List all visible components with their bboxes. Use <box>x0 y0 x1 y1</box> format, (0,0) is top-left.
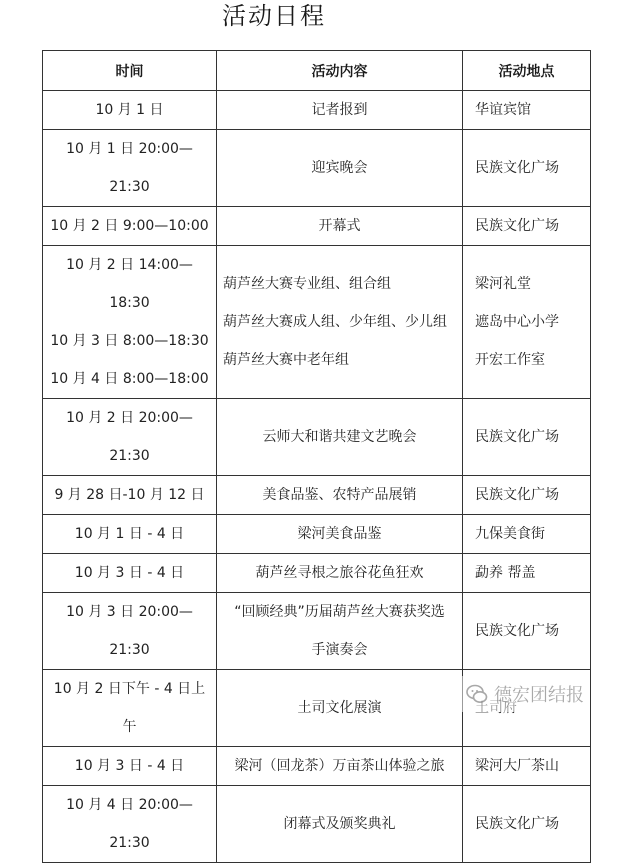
content-line: “回顾经典”历届葫芦丝大赛获奖选 <box>234 604 445 620</box>
content-cell: 记者报到 <box>217 91 463 130</box>
content-cell: 云师大和谐共建文艺晚会 <box>217 399 463 476</box>
time-cell: 10 月 4 日 20:00—21:30 <box>43 786 217 863</box>
table-row <box>43 786 591 863</box>
time-cell: 10 月 3 日 - 4 日 <box>43 747 217 786</box>
content-cell: 葫芦丝寻根之旅谷花鱼狂欢 <box>217 554 463 593</box>
table-row <box>43 747 591 786</box>
place-cell: 民族文化广场 <box>463 593 591 670</box>
page-title: 活动日程 <box>222 2 326 30</box>
time-line: 10 月 2 日下午 - 4 日上 <box>53 681 206 697</box>
content-cell: 美食品鉴、农特产品展销 <box>217 476 463 515</box>
time-cell-multi <box>43 670 217 747</box>
place-cell: 民族文化广场 <box>463 207 591 246</box>
content-cell: 梁河美食品鉴 <box>217 515 463 554</box>
wechat-icon <box>466 683 488 705</box>
table-row <box>43 399 591 476</box>
time-line: 10 月 4 日 8:00—18:00 <box>50 371 209 387</box>
table-row-group-contest <box>43 246 591 399</box>
time-cell-multi <box>43 246 217 399</box>
place-cell: 勐养 帮盖 <box>463 554 591 593</box>
watermark-text: 德宏团结报 <box>494 685 584 706</box>
schedule-table <box>42 50 591 863</box>
time-cell: 10 月 1 日 <box>43 91 217 130</box>
table-row <box>43 476 591 515</box>
table-row <box>43 593 591 670</box>
time-line: 10 月 3 日 8:00—18:30 <box>50 333 209 349</box>
place-cell: 九保美食街 <box>463 515 591 554</box>
table-row <box>43 554 591 593</box>
table-row <box>43 130 591 207</box>
place-cell: 民族文化广场 <box>463 399 591 476</box>
place-cell: 梁河大厂茶山 <box>463 747 591 786</box>
time-cell: 9 月 28 日-10 月 12 日 <box>43 476 217 515</box>
table-header-row <box>43 51 591 91</box>
content-line: 葫芦丝大赛成人组、少年组、少儿组 <box>223 314 447 330</box>
time-cell: 10 月 2 日 9:00—10:00 <box>43 207 217 246</box>
table-row <box>43 91 591 130</box>
content-cell: 开幕式 <box>217 207 463 246</box>
content-cell-multi <box>217 246 463 399</box>
header-content: 活动内容 <box>217 51 463 91</box>
content-cell: 迎宾晚会 <box>217 130 463 207</box>
content-cell: 梁河（回龙茶）万亩茶山体验之旅 <box>217 747 463 786</box>
content-line: 葫芦丝大赛中老年组 <box>223 352 349 368</box>
place-cell: 民族文化广场 <box>463 786 591 863</box>
time-cell: 10 月 1 日 - 4 日 <box>43 515 217 554</box>
content-cell: 土司文化展演 <box>217 670 463 747</box>
header-place: 活动地点 <box>463 51 591 91</box>
place-line: 开宏工作室 <box>475 352 545 368</box>
time-line: 午 <box>122 719 137 735</box>
time-cell: 10 月 3 日 - 4 日 <box>43 554 217 593</box>
place-cell: 民族文化广场 <box>463 130 591 207</box>
header-time: 时间 <box>43 51 217 91</box>
place-line: 梁河礼堂 <box>475 276 531 292</box>
place-cell: 华谊宾馆 <box>463 91 591 130</box>
time-cell: 10 月 1 日 20:00—21:30 <box>43 130 217 207</box>
watermark <box>462 676 588 712</box>
place-cell: 民族文化广场 <box>463 476 591 515</box>
place-cell-multi <box>463 246 591 399</box>
table-row <box>43 207 591 246</box>
time-line: 10 月 2 日 14:00—18:30 <box>66 257 193 311</box>
content-cell: 闭幕式及颁奖典礼 <box>217 786 463 863</box>
place-line: 遮岛中心小学 <box>475 314 559 330</box>
content-line: 手演奏会 <box>311 642 368 658</box>
table-row <box>43 515 591 554</box>
time-cell: 10 月 2 日 20:00—21:30 <box>43 399 217 476</box>
content-line: 葫芦丝大赛专业组、组合组 <box>223 276 391 292</box>
content-cell-multi <box>217 593 463 670</box>
time-cell: 10 月 3 日 20:00—21:30 <box>43 593 217 670</box>
